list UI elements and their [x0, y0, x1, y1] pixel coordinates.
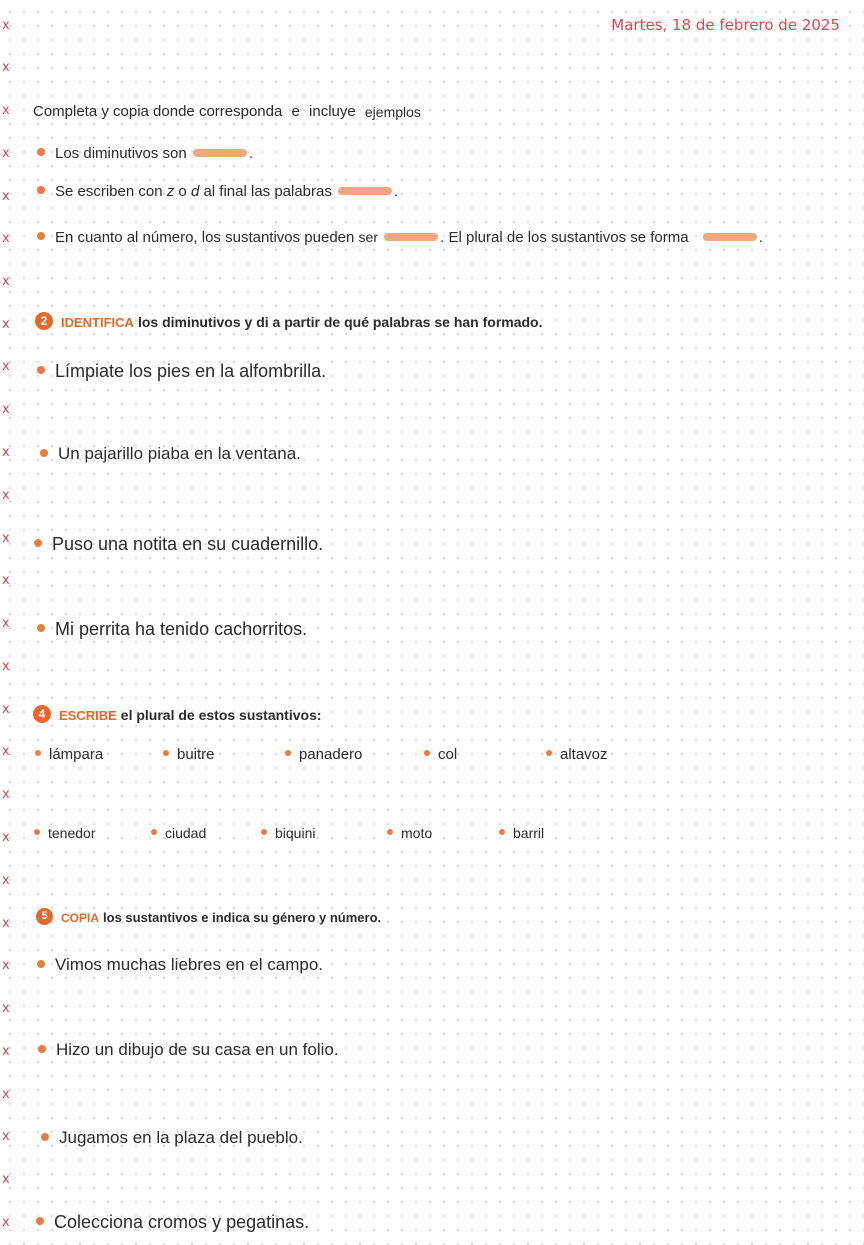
margin-x-mark: x	[2, 702, 10, 717]
margin-x-mark: x	[2, 488, 10, 503]
word-item	[35, 746, 103, 763]
bullet-icon	[151, 829, 157, 835]
bullet-icon	[34, 829, 40, 835]
margin-x-mark: x	[2, 616, 10, 631]
instruction-text: ejemplos	[364, 104, 421, 120]
bullet-icon	[387, 829, 393, 835]
fill-line-number	[37, 229, 763, 246]
word-text: buitre	[177, 746, 215, 763]
list-item	[41, 1128, 303, 1148]
bullet-icon	[35, 750, 41, 756]
margin-x-mark: x	[2, 573, 10, 588]
exercise-instruction: el plural de estos sustantivos:	[120, 707, 322, 723]
date-header: Martes, 18 de febrero de 2025	[611, 16, 840, 34]
word-item	[387, 825, 432, 841]
word-text: lámpara	[49, 746, 104, 763]
sentence-text: Límpiate los pies en la alfombrilla.	[55, 361, 327, 381]
line-text: z	[166, 183, 175, 200]
margin-x-mark: x	[2, 103, 10, 118]
instruction-text: Completa y copia donde corresponda	[33, 103, 283, 120]
word-text: tenedor	[48, 825, 96, 841]
line-text: ser	[358, 229, 378, 245]
word-item	[261, 825, 315, 841]
word-text: ciudad	[165, 825, 207, 841]
line-text: o	[178, 183, 187, 200]
margin-x-mark: x	[2, 830, 10, 845]
word-item	[546, 746, 608, 763]
bullet-icon	[37, 186, 45, 194]
margin-x-mark: x	[2, 274, 10, 289]
line-text: .	[758, 229, 763, 246]
margin-x-mark: x	[2, 744, 10, 759]
list-item	[40, 444, 301, 464]
margin-x-mark: x	[2, 1215, 10, 1230]
word-item	[151, 825, 206, 841]
margin-x-mark: x	[2, 402, 10, 417]
line-text: .	[248, 145, 254, 162]
intro-instruction	[33, 103, 421, 120]
word-text: altavoz	[560, 746, 608, 763]
bullet-icon	[163, 750, 169, 756]
margin-x-mark: x	[2, 189, 10, 204]
exercise-4-heading	[33, 707, 322, 725]
bullet-icon	[499, 829, 505, 835]
line-text: En cuanto al número, los sustantivos pueden	[55, 229, 355, 246]
exercise-keyword: ESCRIBE	[59, 708, 117, 723]
exercise-2-heading	[35, 314, 543, 332]
blank-field[interactable]	[193, 149, 247, 157]
line-text: . El plural de los sustantivos se forma	[440, 229, 689, 246]
sentence-text: Vimos muchas liebres en el campo.	[55, 955, 324, 974]
margin-x-mark: x	[2, 958, 10, 973]
word-text: barril	[513, 825, 545, 841]
word-text: panadero	[299, 746, 363, 763]
bullet-icon	[424, 750, 430, 756]
line-text: Los diminutivos son	[55, 145, 187, 162]
margin-x-mark: x	[2, 1172, 10, 1187]
word-item	[163, 746, 215, 763]
bullet-icon	[37, 148, 45, 156]
word-text: moto	[401, 825, 433, 841]
bullet-icon	[37, 232, 45, 240]
bullet-icon	[37, 960, 45, 968]
exercise-number-badge: 5	[36, 908, 53, 925]
margin-x-mark: x	[2, 60, 10, 75]
exercise-keyword: COPIA	[61, 911, 100, 925]
bullet-icon	[261, 829, 267, 835]
bullet-icon	[546, 750, 552, 756]
margin-x-mark: x	[2, 1044, 10, 1059]
line-text: al final las palabras	[203, 183, 332, 200]
exercise-instruction: los sustantivos e indica su género y número.	[103, 910, 382, 925]
exercise-number-badge: 2	[35, 312, 53, 330]
margin-x-mark: x	[2, 531, 10, 546]
word-item	[34, 825, 95, 841]
bullet-icon	[36, 1217, 44, 1225]
bullet-icon	[285, 750, 291, 756]
line-text: d	[190, 183, 200, 200]
list-item	[38, 1040, 339, 1060]
word-item	[499, 825, 544, 841]
margin-x-mark: x	[2, 18, 10, 33]
bullet-icon	[37, 366, 45, 374]
sentence-text: Hizo un dibujo de su casa en un folio.	[56, 1040, 339, 1059]
bullet-icon	[41, 1133, 49, 1141]
margin-x-mark: x	[2, 317, 10, 332]
sentence-text: Puso una notita en su cuadernillo.	[52, 534, 324, 554]
bullet-icon	[34, 539, 42, 547]
exercise-keyword: IDENTIFICA	[61, 315, 134, 330]
margin-x-mark: x	[2, 787, 10, 802]
margin-x-mark: x	[2, 916, 10, 931]
margin-x-mark: x	[2, 146, 10, 161]
margin-x-mark: x	[2, 445, 10, 460]
exercise-number-badge: 4	[33, 705, 51, 723]
list-item	[36, 1212, 309, 1233]
bullet-icon	[38, 1045, 46, 1053]
sentence-text: Jugamos en la plaza del pueblo.	[59, 1128, 303, 1147]
fill-line-z-d	[37, 183, 398, 200]
blank-field[interactable]	[384, 233, 438, 241]
sentence-text: Un pajarillo piaba en la ventana.	[58, 444, 301, 463]
word-item	[285, 746, 362, 763]
margin-x-mark: x	[2, 659, 10, 674]
margin-x-mark: x	[2, 1129, 10, 1144]
list-item	[37, 619, 307, 640]
list-item	[34, 534, 323, 555]
bullet-icon	[40, 449, 48, 457]
margin-x-mark: x	[2, 1087, 10, 1102]
list-item	[37, 955, 323, 975]
fill-line-diminutives	[37, 145, 253, 162]
line-text: .	[394, 183, 399, 200]
word-item	[424, 746, 457, 763]
exercise-instruction: los diminutivos y di a partir de qué palabras se han formado.	[137, 314, 543, 330]
margin-x-mark: x	[2, 231, 10, 246]
instruction-text: incluye	[309, 103, 356, 120]
margin-x-mark: x	[2, 873, 10, 888]
list-item	[37, 361, 326, 382]
word-text: biquini	[275, 825, 316, 841]
instruction-text: e	[291, 103, 300, 120]
blank-field[interactable]	[703, 233, 757, 241]
margin-x-mark: x	[2, 1001, 10, 1016]
blank-field[interactable]	[338, 187, 392, 195]
exercise-5-heading	[36, 910, 381, 927]
sentence-text: Mi perrita ha tenido cachorritos.	[55, 619, 308, 639]
sentence-text: Colecciona cromos y pegatinas.	[54, 1212, 310, 1232]
bullet-icon	[37, 624, 45, 632]
margin-x-mark: x	[2, 359, 10, 374]
word-text: col	[438, 746, 458, 763]
line-text: Se escriben con	[55, 183, 163, 200]
